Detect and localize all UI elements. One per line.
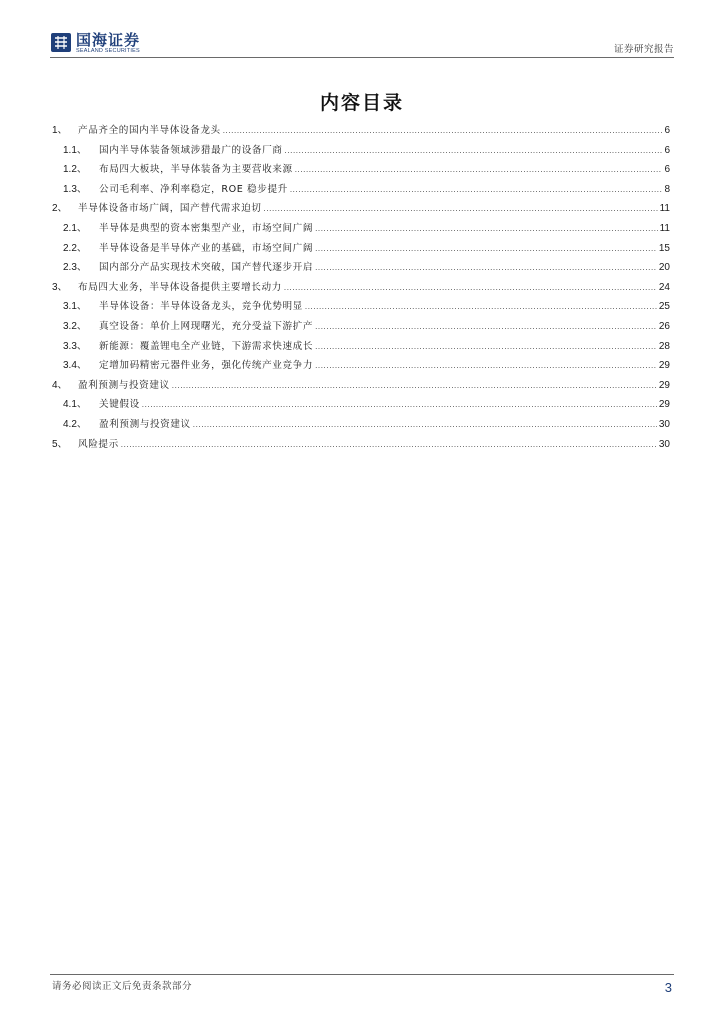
toc-dot-leader xyxy=(142,398,657,412)
toc-dot-leader xyxy=(315,359,657,373)
toc-entry-title: 半导体设备：半导体设备龙头，竞争优势明显 xyxy=(99,301,303,313)
toc-entry-title: 半导体设备是半导体产业的基础，市场空间广阔 xyxy=(99,242,314,254)
toc-entry[interactable] xyxy=(52,281,670,301)
toc-dot-leader xyxy=(305,300,657,314)
toc-dot-leader xyxy=(290,183,663,197)
toc-entry-title: 布局四大板块，半导体装备为主要营收来源 xyxy=(99,164,293,176)
toc-entry-page: 28 xyxy=(658,340,670,352)
toc-entry-number: 1.2、 xyxy=(63,164,87,176)
logo-chinese-name: 国海证券 xyxy=(76,31,141,49)
toc-entry-title: 布局四大业务，半导体设备提供主要增长动力 xyxy=(78,281,282,293)
toc-entry-page: 25 xyxy=(658,301,670,313)
report-type-label: 证券研究报告 xyxy=(613,44,674,55)
disclaimer-notice: 请务必阅读正文后免责条款部分 xyxy=(52,981,193,992)
toc-entry[interactable] xyxy=(52,398,670,418)
toc-entry-title: 定增加码精密元器件业务，强化传统产业竞争力 xyxy=(99,360,314,372)
toc-dot-leader xyxy=(284,281,657,295)
toc-entry-number: 2.1、 xyxy=(63,222,87,234)
toc-entry[interactable] xyxy=(52,418,670,438)
toc-entry[interactable] xyxy=(52,438,670,458)
toc-entry-title: 国内部分产品实现技术突破，国产替代逐步开启 xyxy=(99,262,314,274)
footer-divider xyxy=(50,974,674,975)
toc-entry-number: 3.3、 xyxy=(63,340,87,352)
toc-entry[interactable] xyxy=(52,163,670,183)
toc-entry[interactable] xyxy=(52,202,670,222)
toc-entry[interactable] xyxy=(52,242,670,262)
toc-entry[interactable] xyxy=(52,261,670,281)
toc-dot-leader xyxy=(315,261,657,275)
toc-entry-title: 真空设备：单价上网现曙光，充分受益下游扩产 xyxy=(99,320,314,332)
company-logo xyxy=(50,30,180,56)
toc-dot-leader xyxy=(315,320,657,334)
toc-entry-page: 6 xyxy=(664,144,670,156)
page-header xyxy=(50,28,674,58)
toc-entry-number: 3、 xyxy=(52,281,68,293)
toc-entry-page: 26 xyxy=(658,320,670,332)
toc-entry-number: 4.1、 xyxy=(63,399,87,411)
toc-entry[interactable] xyxy=(52,144,670,164)
logo-english-name: SEALAND SECURITIES xyxy=(76,48,140,54)
toc-entry-number: 4.2、 xyxy=(63,418,87,430)
toc-entry-page: 15 xyxy=(658,242,670,254)
toc-entry-title: 国内半导体装备领域涉猎最广的设备厂商 xyxy=(99,144,283,156)
toc-entry-number: 2、 xyxy=(52,203,68,215)
toc-entry-title: 新能源：覆盖锂电全产业链，下游需求快速成长 xyxy=(99,340,314,352)
toc-entry-page: 8 xyxy=(664,183,670,195)
toc-entry-number: 4、 xyxy=(52,379,68,391)
sealand-logo-icon xyxy=(50,31,72,53)
toc-entry-page: 30 xyxy=(658,418,670,430)
toc-entry-title: 公司毛利率、净利率稳定，ROE 稳步提升 xyxy=(99,183,288,195)
toc-entry-page: 29 xyxy=(658,379,670,391)
toc-dot-leader xyxy=(172,379,657,393)
toc-entry-number: 3.4、 xyxy=(63,360,87,372)
toc-entry-number: 1.1、 xyxy=(63,144,87,156)
toc-dot-leader xyxy=(315,222,658,236)
toc-entry[interactable] xyxy=(52,124,670,144)
toc-entry-page: 6 xyxy=(664,125,670,136)
toc-entry-title: 盈利预测与投资建议 xyxy=(78,379,170,391)
toc-entry-number: 3.1、 xyxy=(63,301,87,313)
toc-entry[interactable] xyxy=(52,340,670,360)
toc-entry-page: 6 xyxy=(664,164,670,176)
toc-entry[interactable] xyxy=(52,183,670,203)
page-number: 3 xyxy=(664,980,672,995)
toc-entry-number: 3.2、 xyxy=(63,320,87,332)
toc-title: 内容目录 xyxy=(319,92,404,114)
toc-entry-page: 29 xyxy=(658,399,670,411)
toc-dot-leader xyxy=(285,144,663,158)
table-of-contents xyxy=(52,124,670,457)
toc-dot-leader xyxy=(121,438,657,452)
toc-dot-leader xyxy=(315,242,657,256)
toc-entry-number: 1.3、 xyxy=(63,183,87,195)
toc-entry-page: 20 xyxy=(658,262,670,274)
toc-entry-page: 11 xyxy=(659,222,670,234)
toc-entry[interactable] xyxy=(52,300,670,320)
toc-entry-number: 1、 xyxy=(52,125,68,136)
toc-entry-title: 半导体是典型的资本密集型产业，市场空间广阔 xyxy=(99,222,314,234)
toc-entry[interactable] xyxy=(52,222,670,242)
toc-entry[interactable] xyxy=(52,320,670,340)
toc-entry-page: 24 xyxy=(658,281,670,293)
toc-entry-page: 29 xyxy=(658,360,670,372)
toc-entry-number: 2.2、 xyxy=(63,242,87,254)
toc-entry-page: 30 xyxy=(658,438,670,450)
toc-entry-title: 产品齐全的国内半导体设备龙头 xyxy=(78,125,221,136)
toc-dot-leader xyxy=(223,124,663,138)
toc-entry-title: 关键假设 xyxy=(99,399,140,411)
toc-entry-number: 2.3、 xyxy=(63,262,87,274)
toc-entry[interactable] xyxy=(52,379,670,399)
toc-entry-number: 5、 xyxy=(52,438,68,450)
toc-entry-title: 盈利预测与投资建议 xyxy=(99,418,191,430)
toc-dot-leader xyxy=(264,202,658,216)
toc-dot-leader xyxy=(193,418,657,432)
toc-entry-title: 半导体设备市场广阔，国产替代需求迫切 xyxy=(78,203,262,215)
toc-entry[interactable] xyxy=(52,359,670,379)
toc-dot-leader xyxy=(315,340,657,354)
toc-entry-title: 风险提示 xyxy=(78,438,119,450)
header-divider xyxy=(50,57,674,58)
toc-dot-leader xyxy=(295,163,663,177)
toc-entry-page: 11 xyxy=(659,203,670,215)
